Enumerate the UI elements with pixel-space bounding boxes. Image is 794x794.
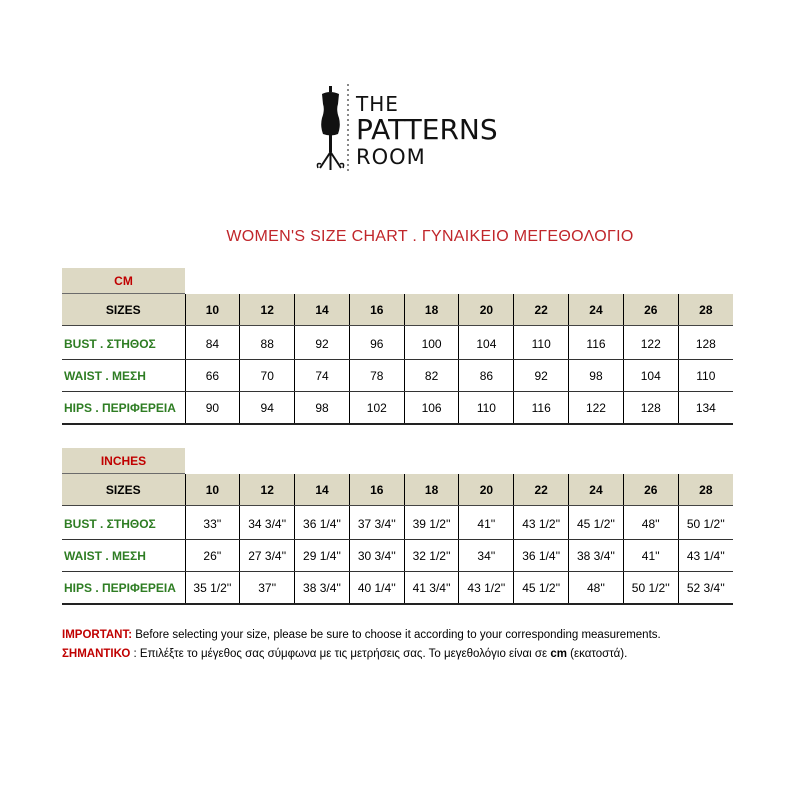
- table-cell: 36 1/4'': [514, 540, 569, 572]
- table-cell: 98: [295, 392, 350, 425]
- table-row: [62, 328, 733, 360]
- important-text-gr: : Επιλέξτε το μέγεθος σας σύμφωνα με τις μετρήσεις σας. Το μεγεθολόγιο είναι σε: [130, 648, 551, 660]
- table-row: [62, 572, 733, 605]
- table-cell: 43 1/4'': [678, 540, 733, 572]
- table-cell: 110: [459, 392, 514, 425]
- table-cell: 92: [295, 328, 350, 360]
- table-cell: 92: [514, 360, 569, 392]
- brand-logo: [310, 82, 498, 177]
- row-label-bust: BUST . ΣΤΗΘΟΣ: [62, 508, 185, 540]
- table-cell: 78: [349, 360, 404, 392]
- table-cell: 48'': [569, 572, 624, 605]
- table-cell: 116: [569, 328, 624, 360]
- size-header: 16: [349, 474, 404, 506]
- table-cell: 102: [349, 392, 404, 425]
- table-cell: 35 1/2'': [185, 572, 240, 605]
- row-label-hips: HIPS . ΠΕΡΙΦΕΡΕΙΑ: [62, 572, 185, 605]
- table-cell: 38 3/4'': [295, 572, 350, 605]
- inches-size-table: [62, 474, 733, 605]
- table-cell: 41'': [623, 540, 678, 572]
- table-cell: 29 1/4'': [295, 540, 350, 572]
- table-cell: 86: [459, 360, 514, 392]
- size-header: 14: [295, 294, 350, 326]
- table-cell: 39 1/2'': [404, 508, 459, 540]
- table-row: [62, 360, 733, 392]
- important-text: Before selecting your size, please be sure to choose it according to your corresponding measurements.: [132, 629, 661, 641]
- table-cell: 66: [185, 360, 240, 392]
- table-cell: 94: [240, 392, 295, 425]
- table-cell: 45 1/2'': [514, 572, 569, 605]
- table-cell: 128: [678, 328, 733, 360]
- table-cell: 128: [623, 392, 678, 425]
- table-cell: 110: [514, 328, 569, 360]
- table-cell: 45 1/2'': [569, 508, 624, 540]
- size-header: 10: [185, 294, 240, 326]
- table-cell: 52 3/4'': [678, 572, 733, 605]
- page-title: WOMEN'S SIZE CHART . ΓΥΝΑΙΚΕΙΟ ΜΕΓΕΘΟΛΟΓΙΟ: [226, 228, 634, 245]
- table-cell: 96: [349, 328, 404, 360]
- table-cell: 74: [295, 360, 350, 392]
- size-header: 18: [404, 294, 459, 326]
- cm-header-row: [62, 294, 733, 326]
- important-text-gr-end: (εκατοστά).: [566, 648, 628, 660]
- table-cell: 41'': [459, 508, 514, 540]
- dress-form-icon: [310, 82, 356, 177]
- table-cell: 34'': [459, 540, 514, 572]
- cm-size-table: [62, 294, 733, 425]
- size-header: 12: [240, 474, 295, 506]
- table-cell: 32 1/2'': [404, 540, 459, 572]
- logo-line-patterns: PATTERNS: [356, 113, 498, 146]
- size-header: 20: [459, 474, 514, 506]
- inches-header-row: [62, 474, 733, 506]
- table-cell: 90: [185, 392, 240, 425]
- table-cell: 104: [459, 328, 514, 360]
- table-cell: 122: [569, 392, 624, 425]
- notes: [62, 626, 762, 664]
- important-note-en: [62, 626, 762, 645]
- size-header: 28: [678, 474, 733, 506]
- table-cell: 37 3/4'': [349, 508, 404, 540]
- size-header: 10: [185, 474, 240, 506]
- table-cell: 30 3/4'': [349, 540, 404, 572]
- table-cell: 110: [678, 360, 733, 392]
- table-cell: 50 1/2'': [623, 572, 678, 605]
- size-header: 26: [623, 474, 678, 506]
- table-row: [62, 508, 733, 540]
- table-cell: 37'': [240, 572, 295, 605]
- table-cell: 98: [569, 360, 624, 392]
- size-header: 12: [240, 294, 295, 326]
- table-cell: 33'': [185, 508, 240, 540]
- size-header: 26: [623, 294, 678, 326]
- table-row: [62, 540, 733, 572]
- table-cell: 34 3/4'': [240, 508, 295, 540]
- table-cell: 70: [240, 360, 295, 392]
- size-header: 18: [404, 474, 459, 506]
- table-cell: 134: [678, 392, 733, 425]
- unit-cm-bold: cm: [550, 648, 567, 660]
- row-label-waist: WAIST . ΜΕΣΗ: [62, 540, 185, 572]
- size-header: 24: [569, 294, 624, 326]
- table-cell: 36 1/4'': [295, 508, 350, 540]
- table-cell: 116: [514, 392, 569, 425]
- size-header: 28: [678, 294, 733, 326]
- size-header: 24: [569, 474, 624, 506]
- table-row: [62, 392, 733, 425]
- row-label-hips: HIPS . ΠΕΡΙΦΕΡΕΙΑ: [62, 392, 185, 425]
- table-cell: 100: [404, 328, 459, 360]
- logo-line-room: ROOM: [356, 145, 426, 169]
- row-label-waist: WAIST . ΜΕΣΗ: [62, 360, 185, 392]
- table-cell: 40 1/4'': [349, 572, 404, 605]
- table-cell: 41 3/4'': [404, 572, 459, 605]
- size-header: 14: [295, 474, 350, 506]
- size-header: 22: [514, 474, 569, 506]
- table-cell: 26'': [185, 540, 240, 572]
- table-cell: 27 3/4'': [240, 540, 295, 572]
- logo-line-the: THE: [356, 92, 399, 116]
- table-cell: 104: [623, 360, 678, 392]
- table-cell: 43 1/2'': [459, 572, 514, 605]
- important-label-gr: ΣΗΜΑΝΤΙΚΟ: [62, 648, 131, 660]
- size-header: 22: [514, 294, 569, 326]
- size-header: 20: [459, 294, 514, 326]
- important-note-gr: [62, 645, 762, 664]
- sizes-header: SIZES: [62, 474, 185, 506]
- size-header: 16: [349, 294, 404, 326]
- row-label-bust: BUST . ΣΤΗΘΟΣ: [62, 328, 185, 360]
- table-cell: 82: [404, 360, 459, 392]
- cm-unit-label: CM: [62, 268, 185, 294]
- table-cell: 38 3/4'': [569, 540, 624, 572]
- inches-unit-label: INCHES: [62, 448, 185, 474]
- important-label: IMPORTANT:: [62, 629, 133, 641]
- table-cell: 122: [623, 328, 678, 360]
- table-cell: 50 1/2'': [678, 508, 733, 540]
- table-cell: 106: [404, 392, 459, 425]
- table-cell: 48'': [623, 508, 678, 540]
- table-cell: 84: [185, 328, 240, 360]
- table-cell: 43 1/2'': [514, 508, 569, 540]
- sizes-header: SIZES: [62, 294, 185, 326]
- table-cell: 88: [240, 328, 295, 360]
